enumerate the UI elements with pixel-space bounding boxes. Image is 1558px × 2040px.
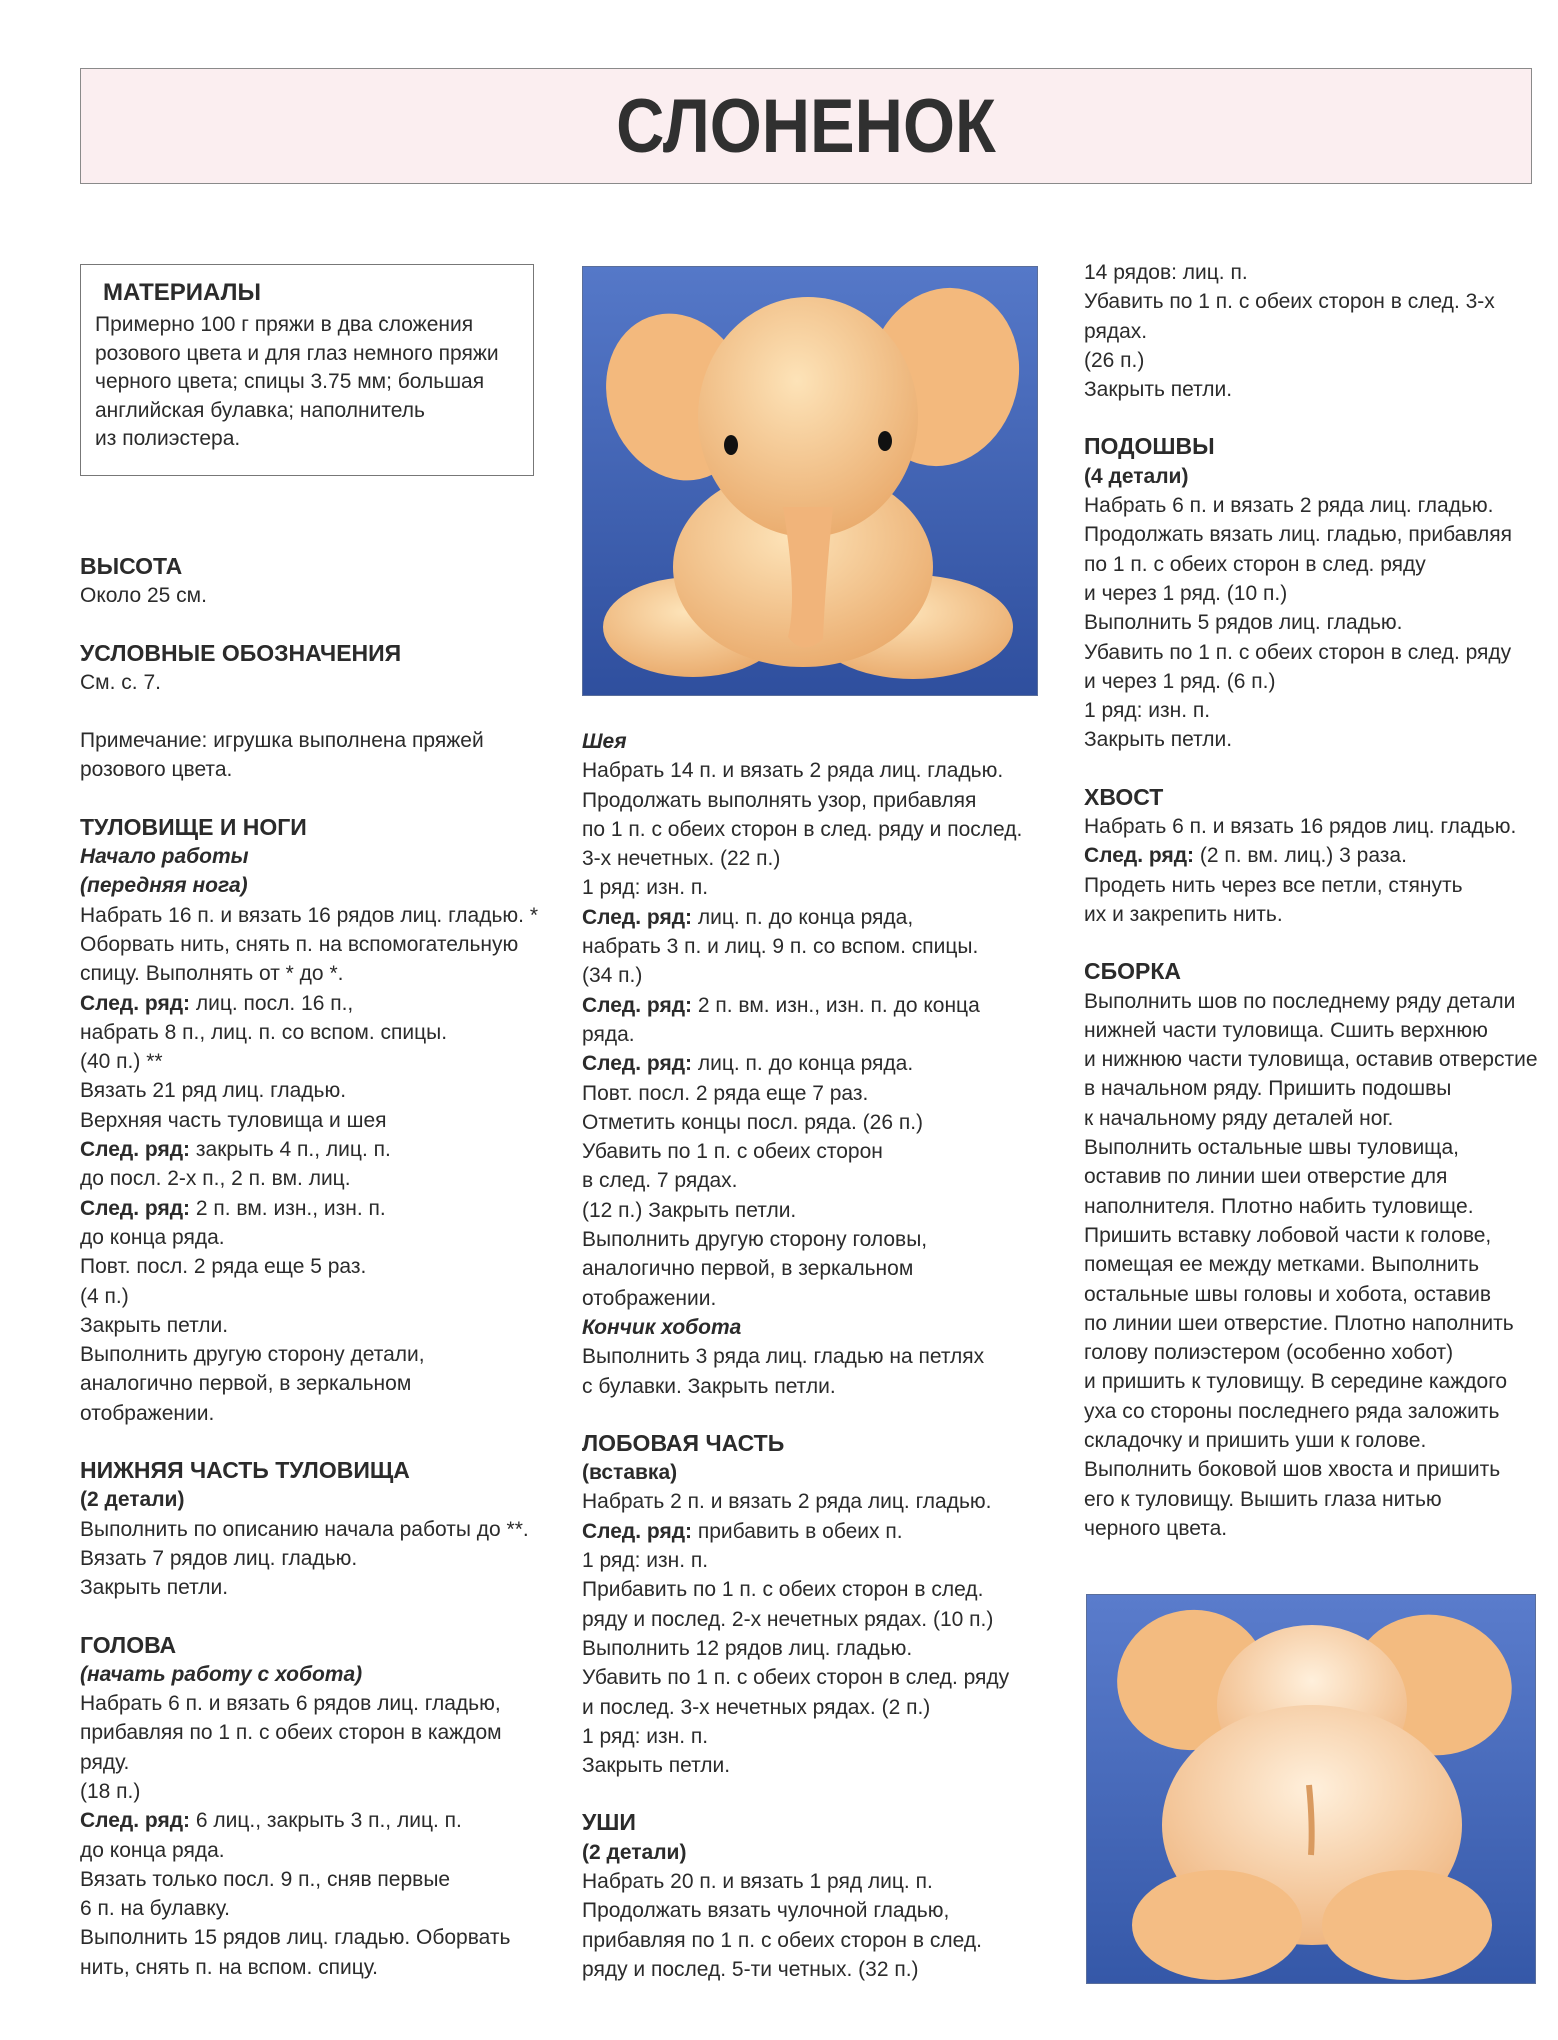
symbols-heading: УСЛОВНЫЕ ОБОЗНАЧЕНИЯ (80, 639, 402, 666)
text-line: аналогично первой, в зеркальном (582, 1257, 914, 1281)
text-line: Вязать 21 ряд лиц. гладью. (80, 1079, 347, 1103)
text-line: 3-х нечетных. (22 п.) (582, 847, 781, 871)
height-text: Около 25 см. (80, 584, 207, 608)
text-line: (12 п.) Закрыть петли. (582, 1198, 797, 1222)
text-line: Прибавить по 1 п. с обеих сторон в след. (582, 1578, 984, 1602)
text-line: Набрать 6 п. и вязать 6 рядов лиц. гладью, (80, 1692, 501, 1716)
text-line: ряда. (582, 1022, 635, 1046)
text-line: Закрыть петли. (80, 1576, 229, 1600)
symbols-text: См. с. 7. (80, 670, 161, 694)
elephant-back-illustration (1087, 1595, 1535, 1983)
text-line: Верхняя часть туловища и шея (80, 1108, 387, 1132)
note-line: розового цвета. (80, 758, 233, 782)
head-heading: ГОЛОВА (80, 1631, 177, 1658)
text-line: до конца ряда. (80, 1225, 225, 1249)
ears-heading: УШИ (582, 1809, 636, 1836)
text-line: Закрыть петли. (80, 1313, 229, 1337)
lower-sub: (2 детали) (80, 1488, 185, 1512)
text-line: Повт. посл. 2 ряда еще 5 раз. (80, 1255, 367, 1279)
text-line: Убавить по 1 п. с обеих сторон в след. ряду (1084, 640, 1512, 664)
text-line: и через 1 ряд. (6 п.) (1084, 669, 1276, 693)
text-line: Убавить по 1 п. с обеих сторон (582, 1140, 883, 1164)
text-line: Продолжать вязать чулочной гладью, (582, 1899, 950, 1923)
text-line: с булавки. Закрыть петли. (582, 1374, 836, 1398)
assembly-heading: СБОРКА (1084, 958, 1182, 985)
text-line: его к туловищу. Вышить глаза нитью (1084, 1487, 1442, 1511)
body-heading: ТУЛОВИЩЕ И НОГИ (80, 813, 307, 840)
text-line: нить, снять п. на вспом. спицу. (80, 1955, 379, 1979)
text-line: (4 п.) (80, 1284, 129, 1308)
text-line: Закрыть петли. (582, 1754, 731, 1778)
column-3 (1084, 258, 1554, 1543)
front-heading: ЛОБОВАЯ ЧАСТЬ (582, 1429, 785, 1456)
text-line: по 1 п. с обеих сторон в след. ряду и послед. (582, 817, 1023, 841)
text-line: нижней части туловища. Сшить верхнюю (1084, 1018, 1488, 1042)
text-line: набрать 8 п., лиц. п. со вспом. спицы. (80, 1020, 448, 1044)
text-line: Выполнить по описанию начала работы до **. (80, 1517, 529, 1541)
text-line: ряду и послед. 5-ти четных. (32 п.) (582, 1957, 919, 1981)
text-line: и послед. 3-х нечетных рядах. (2 п.) (582, 1695, 931, 1719)
text-line: и через 1 ряд. (10 п.) (1084, 581, 1288, 605)
front-sub: (вставка) (582, 1461, 678, 1485)
text-line: до конца ряда. (80, 1838, 225, 1862)
body-sub: (передняя нога) (80, 874, 248, 898)
tail-heading: ХВОСТ (1084, 783, 1164, 810)
text-line: (34 п.) (582, 964, 643, 988)
text-line: След. ряд: 6 лиц., закрыть 3 п., лиц. п. (80, 1809, 462, 1833)
text-line: аналогично первой, в зеркальном (80, 1372, 412, 1396)
text-line: (40 п.) ** (80, 1050, 163, 1074)
text-line: Повт. посл. 2 ряда еще 7 раз. (582, 1081, 869, 1105)
soles-sub: (4 детали) (1084, 464, 1189, 488)
text-line: по 1 п. с обеих сторон в след. ряду (1084, 552, 1426, 576)
text-line: След. ряд: лиц. посл. 16 п., (80, 991, 354, 1015)
text-line: их и закрепить нить. (1084, 902, 1283, 926)
text-line: Выполнить другую сторону головы, (582, 1228, 928, 1252)
text-line: 1 ряд: изн. п. (1084, 699, 1211, 723)
text-line: След. ряд: лиц. п. до конца ряда, (582, 905, 914, 929)
ears-sub: (2 детали) (582, 1840, 687, 1864)
elephant-front-photo (582, 266, 1038, 696)
text-line: уха со стороны последнего ряда заложить (1084, 1399, 1500, 1423)
text-line: наполнителя. Плотно набить туловище. (1084, 1194, 1474, 1218)
text-line: спицу. Выполнять от * до *. (80, 962, 344, 986)
text-line: Выполнить другую сторону детали, (80, 1343, 425, 1367)
text-line: Пришить вставку лобовой части к голове, (1084, 1223, 1492, 1247)
text-line: Набрать 16 п. и вязать 16 рядов лиц. гладью. * (80, 903, 539, 927)
materials-box (80, 264, 534, 476)
text-line: След. ряд: прибавить в обеих п. (582, 1519, 903, 1543)
note-line: Примечание: игрушка выполнена пряжей (80, 729, 484, 753)
column-1 (80, 552, 550, 1982)
text-line: Закрыть петли. (1084, 728, 1233, 752)
materials-line: английская булавка; наполнитель (95, 398, 425, 422)
text-line: След. ряд: 2 п. вм. изн., изн. п. (80, 1196, 386, 1220)
text-line: Выполнить 3 ряда лиц. гладью на петлях (582, 1345, 985, 1369)
text-line: Продолжать вязать лиц. гладью, прибавляя (1084, 523, 1513, 547)
text-line: Выполнить 12 рядов лиц. гладью. (582, 1636, 913, 1660)
text-line: 1 ряд: изн. п. (582, 1549, 709, 1573)
text-line: остальные швы головы и хобота, оставив (1084, 1282, 1492, 1306)
text-line: Набрать 6 п. и вязать 16 рядов лиц. гладью. (1084, 815, 1517, 839)
text-line: Закрыть петли. (1084, 378, 1233, 402)
page-title: СЛОНЕНОК (616, 84, 996, 169)
text-line: Отметить концы посл. ряда. (26 п.) (582, 1110, 924, 1134)
text-line: набрать 3 п. и лиц. 9 п. со вспом. спицы. (582, 935, 979, 959)
text-line: Выполнить 15 рядов лиц. гладью. Оборвать (80, 1926, 511, 1950)
text-line: Набрать 20 п. и вязать 1 ряд лиц. п. (582, 1869, 933, 1893)
text-line: и нижнюю части туловища, оставив отверстие (1084, 1048, 1538, 1072)
text-line: Убавить по 1 п. с обеих сторон в след. ряду (582, 1666, 1010, 1690)
lower-heading: НИЖНЯЯ ЧАСТЬ ТУЛОВИЩА (80, 1457, 410, 1484)
text-line: отображении. (582, 1286, 717, 1310)
text-line: прибавляя по 1 п. с обеих сторон в каждом (80, 1721, 502, 1745)
text-line: отображении. (80, 1401, 215, 1425)
text-line: След. ряд: лиц. п. до конца ряда. (582, 1052, 914, 1076)
height-heading: ВЫСОТА (80, 553, 183, 579)
text-line: помещая ее между метками. Выполнить (1084, 1253, 1480, 1277)
title-band (80, 68, 1532, 184)
elephant-front-illustration (583, 267, 1037, 695)
text-line: Вязать только посл. 9 п., сняв первые (80, 1867, 451, 1891)
text-line: (26 п.) (1084, 348, 1145, 372)
text-line: ряду и послед. 2-х нечетных рядах. (10 п.) (582, 1607, 994, 1631)
text-line: рядах. (1084, 319, 1148, 343)
text-line: Продолжать выполнять узор, прибавляя (582, 788, 977, 812)
materials-line: Примерно 100 г пряжи в два сложения (95, 313, 474, 336)
text-line: Выполнить остальные швы туловища, (1084, 1136, 1459, 1160)
text-line: 6 п. на булавку. (80, 1897, 231, 1921)
text-line: Оборвать нить, снять п. на вспомогательную (80, 932, 519, 956)
text-line: и пришить к туловищу. В середине каждого (1084, 1370, 1508, 1394)
neck-heading: Шея (582, 730, 627, 753)
text-line: Набрать 14 п. и вязать 2 ряда лиц. гладью. (582, 759, 1004, 783)
text-line: Выполнить 5 рядов лиц. гладью. (1084, 611, 1403, 635)
text-line: Набрать 2 п. и вязать 2 ряда лиц. гладью. (582, 1490, 992, 1514)
text-line: 1 ряд: изн. п. (582, 876, 709, 900)
elephant-back-photo (1086, 1594, 1536, 1984)
soles-heading: ПОДОШВЫ (1084, 433, 1215, 460)
text-line: оставив по линии шеи отверстие для (1084, 1165, 1448, 1189)
materials-line: розового цвета и для глаз немного пряжи (95, 341, 499, 365)
body-sub: Начало работы (80, 845, 249, 869)
text-line: След. ряд: (2 п. вм. лиц.) 3 раза. (1084, 844, 1407, 868)
text-line: черного цвета. (1084, 1516, 1228, 1540)
materials-heading: МАТЕРИАЛЫ (103, 279, 262, 306)
text-line: 1 ряд: изн. п. (582, 1724, 709, 1748)
text-line: в след. 7 рядах. (582, 1169, 738, 1193)
text-line: ряду. (80, 1750, 130, 1774)
materials-line: черного цвета; спицы 3.75 мм; большая (95, 370, 485, 393)
text-line: к начальному ряду деталей ног. (1084, 1106, 1394, 1130)
text-line: Выполнить боковой шов хвоста и пришить (1084, 1458, 1501, 1482)
text-line: Набрать 6 п. и вязать 2 ряда лиц. гладью. (1084, 494, 1494, 518)
materials-line: из полиэстера. (95, 427, 241, 450)
head-sub: (начать работу с хобота) (80, 1662, 363, 1686)
text-line: голову полиэстером (особенно хобот) (1084, 1341, 1454, 1365)
text-line: Убавить по 1 п. с обеих сторон в след. 3-х (1084, 290, 1495, 314)
column-2 (582, 727, 1052, 1984)
text-line: прибавляя по 1 п. с обеих сторон в след. (582, 1928, 982, 1952)
text-line: (18 п.) (80, 1779, 141, 1803)
text-line: складочку и пришить уши к голове. (1084, 1428, 1427, 1452)
text-line: в начальном ряду. Пришить подошвы (1084, 1077, 1452, 1101)
text-line: Вязать 7 рядов лиц. гладью. (80, 1546, 358, 1570)
tip-heading: Кончик хобота (582, 1315, 742, 1339)
text-line: Продеть нить через все петли, стянуть (1084, 873, 1463, 897)
text-line: до посл. 2-х п., 2 п. вм. лиц. (80, 1167, 351, 1191)
text-line: 14 рядов: лиц. п. (1084, 261, 1248, 284)
text-line: Выполнить шов по последнему ряду детали (1084, 989, 1516, 1013)
text-line: по линии шеи отверстие. Плотно наполнить (1084, 1311, 1514, 1335)
text-line: След. ряд: закрыть 4 п., лиц. п. (80, 1138, 391, 1162)
text-line: След. ряд: 2 п. вм. изн., изн. п. до конца (582, 993, 980, 1017)
